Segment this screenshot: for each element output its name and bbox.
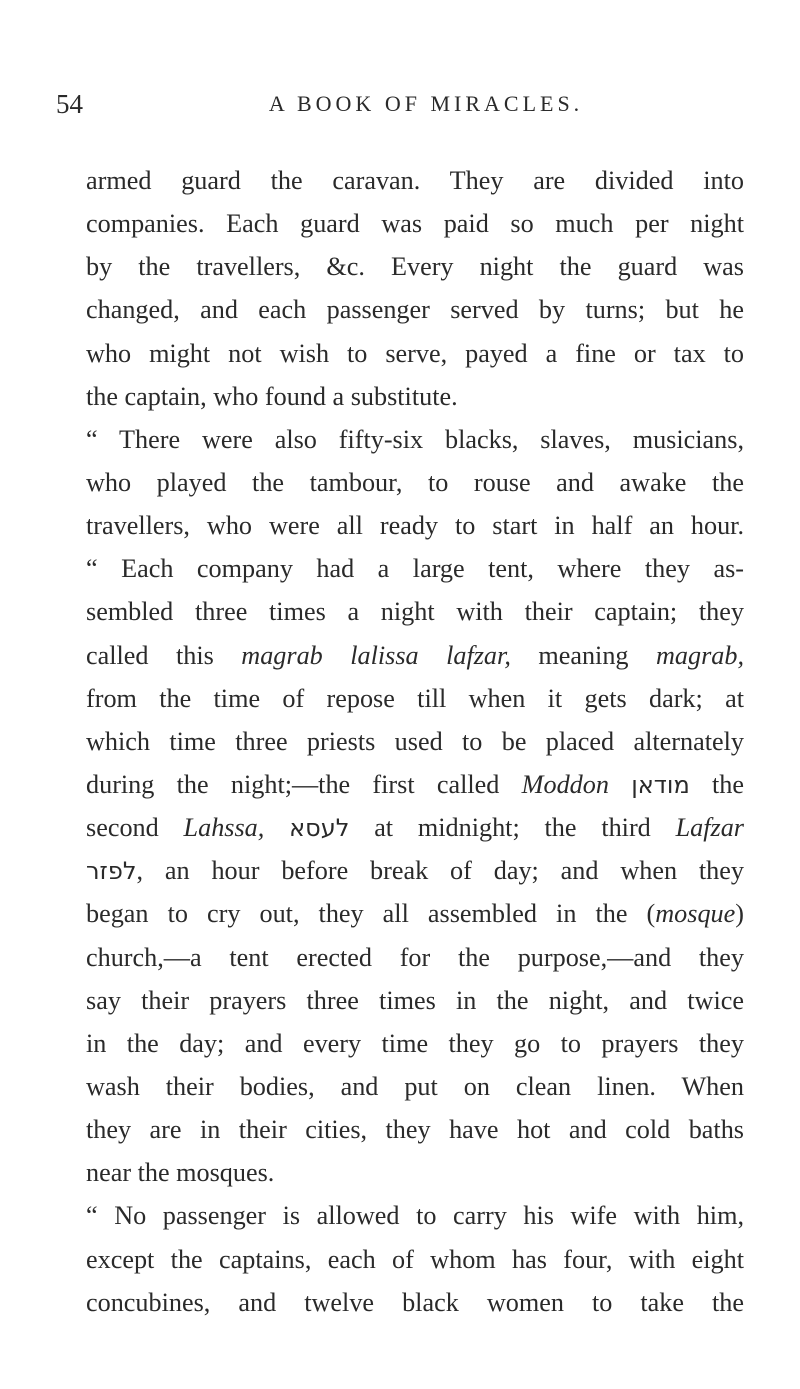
italic-word: mosque (655, 899, 736, 929)
text-line: sembled three times a night with their captain; they (86, 597, 744, 627)
text-line-mixed: לפזר, an hour before break of day; and when they (86, 856, 744, 886)
text-line: which time three priests used to be placed alternately (86, 726, 744, 756)
text-line: armed guard the caravan. They are divided into (86, 166, 744, 195)
text-line: concubines, and twelve black women to take the (86, 1287, 744, 1317)
page-number: 54 (56, 89, 83, 119)
text-line: changed, and each passenger served by turns; but he (86, 295, 744, 325)
text-line-mixed: second Lahssa, לעסא at midnight; the third Lafzar (86, 813, 744, 843)
text-line: companies. Each guard was paid so much per night (86, 209, 744, 239)
text-line: by the travellers, &c. Every night the guard was (86, 252, 744, 282)
text-line: they are in their cities, they have hot and cold baths (86, 1115, 744, 1145)
text-line-mixed: called this magrab lalissa lafzar, meaning magrab, (86, 640, 745, 670)
text-line: “ Each company had a large tent, where they as- (86, 554, 744, 584)
body-text (86, 159, 744, 1324)
text-line: “ There were also fifty-six blacks, slaves, musicians, (86, 424, 744, 454)
text-line: who might not wish to serve, payed a fine or tax to (86, 338, 744, 368)
hebrew-word: לעסא (289, 814, 350, 843)
text-line-mixed: during the night;—the first called Moddon מודאן the (86, 769, 745, 799)
italic-term: magrab lalissa lafzar, (241, 640, 511, 670)
text-line: in the day; and every time they go to prayers they (86, 1028, 744, 1058)
running-title: A BOOK OF MIRACLES. (268, 91, 584, 116)
text-line: say their prayers three times in the night, and twice (86, 985, 744, 1015)
text-line: except the captains, each of whom has four, with eight (86, 1244, 744, 1274)
hebrew-word: לפזר (86, 857, 137, 886)
text-line: wash their bodies, and put on clean linen. When (86, 1071, 744, 1101)
text-line: who played the tambour, to rouse and awake the (86, 467, 744, 497)
text-line: near the mosques. (86, 1158, 275, 1188)
page-header (56, 84, 756, 124)
text-line: “ No passenger is allowed to carry his wife with him, (86, 1201, 744, 1231)
text-line-mixed: began to cry out, they all assembled in the (mosque) (86, 899, 744, 929)
text-line: travellers, who were all ready to start in half an hour. (86, 511, 744, 541)
italic-term: magrab, (655, 640, 745, 670)
hebrew-word: מודאן (631, 770, 690, 799)
text-line: from the time of repose till when it gets dark; at (86, 683, 744, 713)
text-line: church,—a tent erected for the purpose,—and they (86, 942, 744, 972)
italic-name: Lahssa, (183, 813, 265, 843)
text-line: the captain, who found a substitute. (86, 381, 458, 411)
italic-name: Moddon (521, 769, 609, 799)
italic-name: Lafzar (675, 813, 744, 843)
